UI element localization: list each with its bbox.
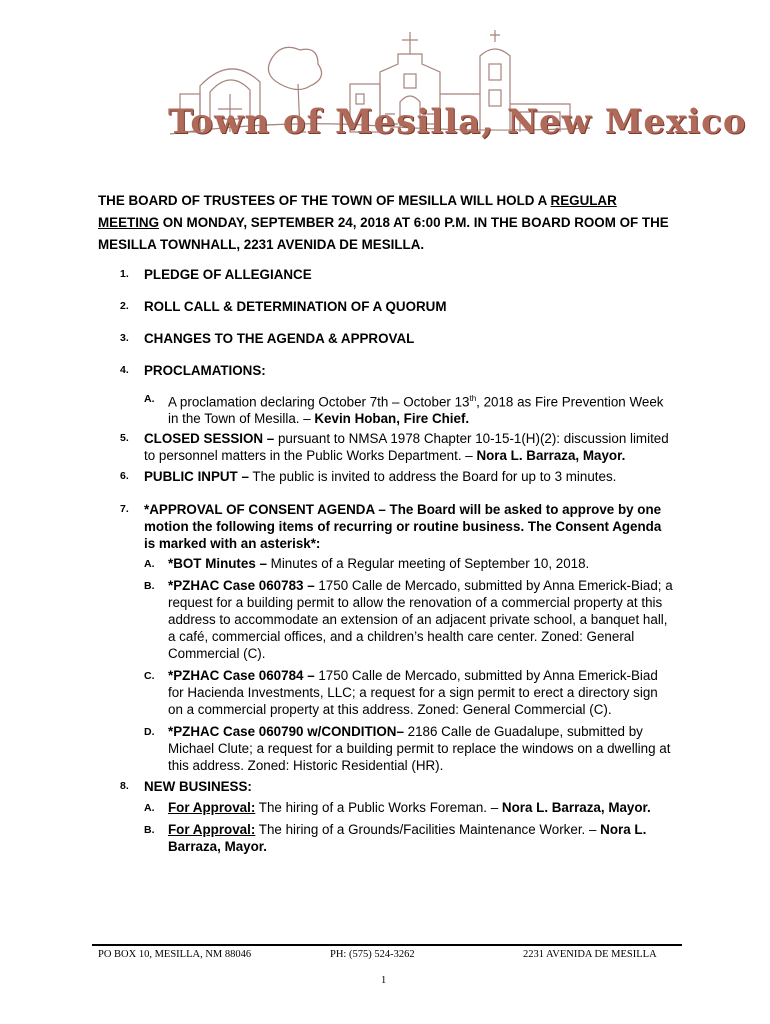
page-number: 1 <box>381 975 387 986</box>
agenda-content <box>98 190 674 855</box>
agenda-item-4a: A. A proclamation declaring October 7th – October 13th, 2018 as Fire Prevention Week in the Town of Mesilla. – Kevin Hoban, Fire Chief. <box>144 393 664 427</box>
agenda-item-8b: B. For Approval: The hiring of a Grounds/Facilities Maintenance Worker. – Nora L. Barraza, Mayor. <box>144 822 647 855</box>
agenda-item-7c: C. *PZHAC Case 060784 – 1750 Calle de Mercado, submitted by Anna Emerick-Biad for Hacienda Investments, LLC; a request for a sign permit to erect a directory sign on a commercial property at this address. Zoned: General Commercial (C). <box>144 668 658 718</box>
agenda-item-7a: A. *BOT Minutes – Minutes of a Regular meeting of September 10, 2018. <box>144 556 590 572</box>
mission-church-illustration <box>160 24 747 174</box>
footer-divider <box>92 944 682 946</box>
agenda-item-7b: B. *PZHAC Case 060783 – 1750 Calle de Mercado, submitted by Anna Emerick-Biad; a request for a building permit to allow the renovation of a commercial property at this address to accommodate an extension of an adjacent private school, a banquet hall, a café, commercial offices, and a children’s health care center. Zoned: General Commercial (C). <box>144 578 673 662</box>
footer-street: 2231 AVENIDA DE MESILLA <box>523 949 657 960</box>
meeting-notice: THE BOARD OF TRUSTEES OF THE TOWN OF MESILLA WILL HOLD A REGULAR MEETING ON MONDAY, SEPTEMBER 24, 2018 AT 6:00 P.M. IN THE BOARD ROOM OF THE MESILLA TOWNHALL, 2231 AVENIDA DE MESILLA. <box>98 193 669 252</box>
agenda-item-8: 8. NEW BUSINESS: <box>120 779 252 795</box>
agenda-item-1: 1. PLEDGE OF ALLEGIANCE <box>120 267 312 282</box>
footer-phone: PH: (575) 524-3262 <box>330 949 415 960</box>
regular-meeting-text: REGULAR MEETING <box>98 193 617 230</box>
town-logo-title: Town of Mesilla, New Mexico <box>168 102 747 142</box>
agenda-item-3: 3. CHANGES TO THE AGENDA & APPROVAL <box>120 331 415 346</box>
town-logo <box>160 24 747 174</box>
agenda-item-8a: A. For Approval: The hiring of a Public Works Foreman. – Nora L. Barraza, Mayor. <box>144 800 651 816</box>
agenda-item-7: 7. *APPROVAL OF CONSENT AGENDA – The Board will be asked to approve by one motion the following items of recurring or routine business. The Consent Agenda is marked with an asterisk*: <box>120 502 662 552</box>
agenda-item-4: 4. PROCLAMATIONS: <box>120 363 266 378</box>
agenda-item-2: 2. ROLL CALL & DETERMINATION OF A QUORUM <box>120 299 447 314</box>
agenda-item-5: 5. CLOSED SESSION – pursuant to NMSA 1978 Chapter 10-15-1(H)(2): discussion limited to personnel matters in the Public Works Department. – Nora L. Barraza, Mayor. <box>120 431 669 464</box>
footer-address: PO BOX 10, MESILLA, NM 88046 <box>98 949 252 960</box>
agenda-item-7d: D. *PZHAC Case 060790 w/CONDITION– 2186 Calle de Guadalupe, submitted by Michael Clute; a request for a building permit to replace the windows on a dwelling at this address. Zoned: Historic Residential (HR). <box>144 724 671 774</box>
agenda-item-6: 6. PUBLIC INPUT – The public is invited to address the Board for up to 3 minutes. <box>120 469 617 485</box>
